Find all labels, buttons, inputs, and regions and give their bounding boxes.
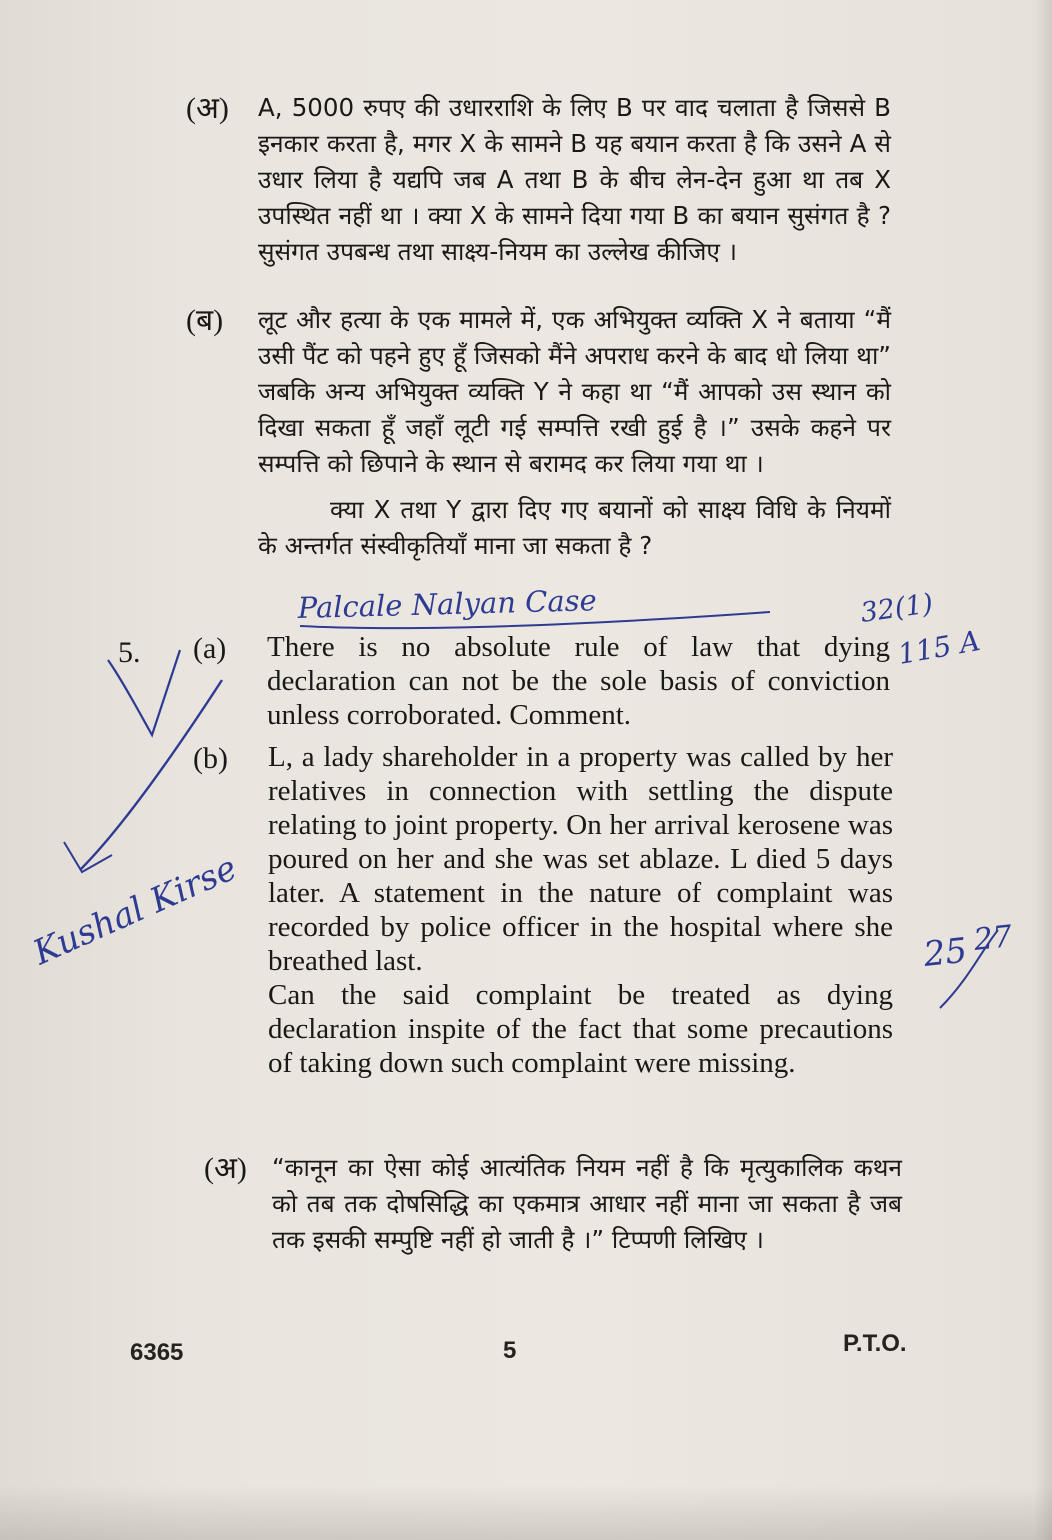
q4a-text: A, 5000 रुपए की उधारराशि के लिए B पर वाद चलाता है जिससे B इनकार करता है, मगर X के सामने B यह बयान करता है कि उसने A से उधार लिया है यद्यपि जब A तथा B के बीच लेन-देन हुआ था तब X उपस्थित नहीं था । क्या X के सामने दिया गया B का बयान सुसंगत है ? सुसंगत उपबन्ध तथा साक्ष्य-नियम का उल्लेख कीजिए । (258, 93, 891, 266)
pto-label: P.T.O. (843, 1330, 907, 1357)
q5b-text: L, a lady shareholder in a property was called by her relatives in connection with settling the dispute relating to joint property. On her arrival kerosene was poured on her and she was set ablaze. L died 5 days later. A statement in the nature of complaint was recorded by police officer in the hospital where she breathed last. (268, 741, 893, 977)
reference-slash-stroke (940, 930, 998, 1008)
student-name-annotation: Kushal Kirse (27, 848, 243, 974)
q4-part-b (186, 302, 891, 592)
q5b-question: Can the said complaint be treated as dying declaration inspite of the fact that some precautions of taking down such complaint were missing. (268, 979, 893, 1079)
q5a-hindi-label: (अ) (204, 1152, 247, 1185)
q5a-hindi-text: “कानून का ऐसा कोई आत्यंतिक नियम नहीं है कि मृत्युकालिक कथन को तब तक दोषसिद्धि का एकमात्र आधार नहीं माना जा सकता है जब तक इसकी सम्पुष्टि नहीं हो जाती है ।” टिप्पणी लिखिए । (272, 1153, 902, 1254)
paper-code: 6365 (130, 1339, 184, 1366)
q5-number: 5. (118, 636, 141, 669)
q5-part-b (193, 740, 893, 1150)
q4b-body (258, 302, 891, 564)
reference-right-annotation: 27 (972, 919, 1014, 958)
q5-part-a (193, 630, 890, 740)
q5a-label: (a) (193, 632, 227, 665)
q5a-text: There is no absolute rule of law that dying declaration can not be the sole basis of conviction unless corroborated. Comment. (267, 631, 890, 731)
reference-left-annotation: 25 (921, 930, 969, 975)
q4a-label: (अ) (186, 92, 229, 125)
page-number: 5 (503, 1337, 517, 1364)
q5b-label: (b) (193, 742, 228, 775)
case-name-underline (300, 612, 770, 628)
q4-part-a (186, 90, 891, 300)
case-name-annotation: Palcale Nalyan Case (297, 583, 598, 625)
q4b-text: लूट और हत्या के एक मामले में, एक अभियुक्त व्यक्ति X ने बताया “मैं उसी पैंट को पहने हुए हूँ जिसको मैंने अपराध करने के बाद धो लिया था” जबकि अन्य अभियुक्त व्यक्ति Y ने कहा था “मैं आपको उस स्थान को दिखा सकता हूँ जहाँ लूटी गई सम्पत्ति रखी हुई है ।” उसके कहने पर सम्पत्ति को छिपाने के स्थान से बरामद कर लिया गया था । (258, 305, 891, 478)
paper-edge (1034, 0, 1052, 1540)
q5-part-a-hindi (204, 1150, 904, 1310)
small-arrow-stroke (64, 842, 112, 872)
page-bottom-shadow (0, 1485, 1052, 1540)
section-number-annotation: 32(1) (858, 588, 935, 629)
q4b-label: (ब) (186, 304, 224, 337)
q4b-question: क्या X तथा Y द्वारा दिए गए बयानों को साक्ष्य विधि के नियमों के अन्तर्गत संस्वीकृतियाँ माना जा सकता है ? (258, 495, 891, 560)
section-115a-annotation: 115 A (895, 624, 983, 671)
q5b-body (268, 740, 893, 1080)
